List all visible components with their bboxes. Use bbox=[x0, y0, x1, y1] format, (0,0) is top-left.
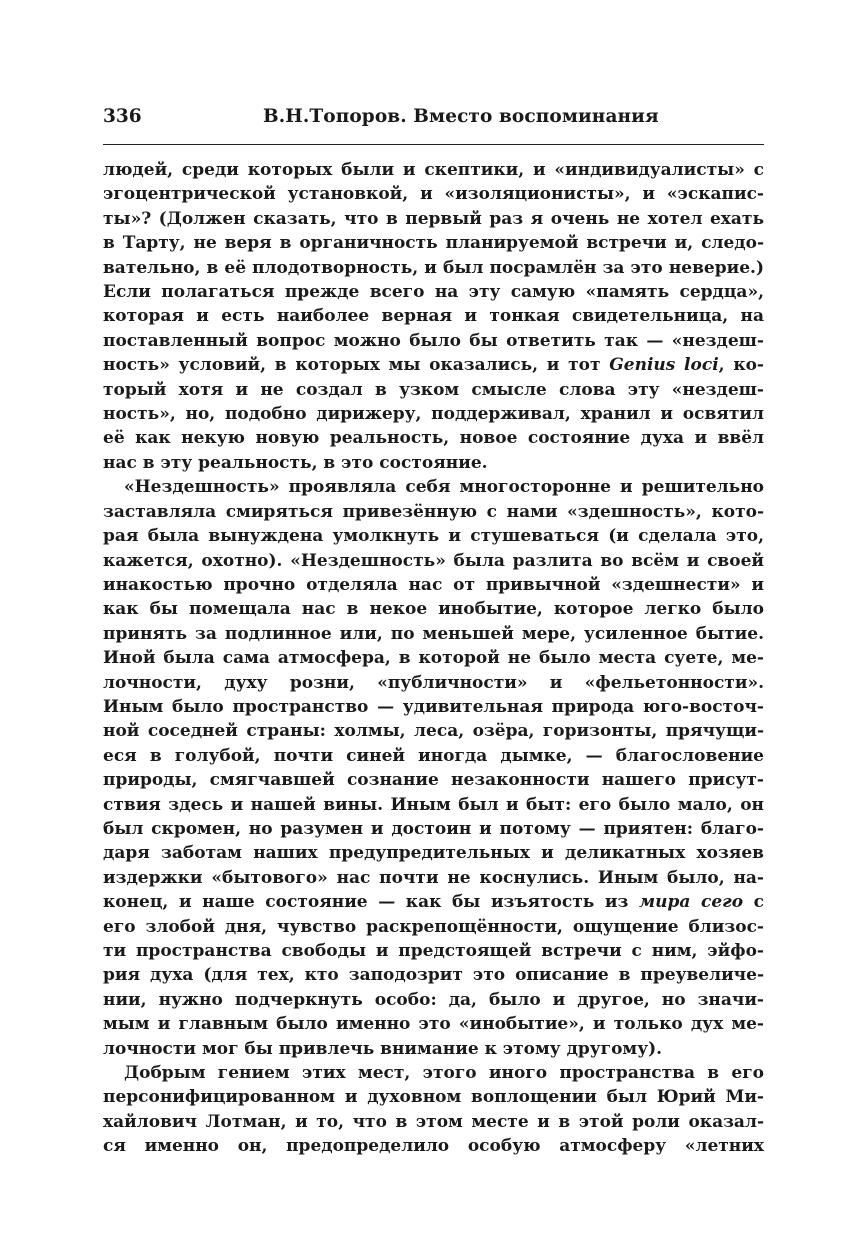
running-head bbox=[103, 100, 764, 134]
text-line: ной соседней страны: холмы, леса, озёра, горизонты, прячущи- bbox=[103, 721, 764, 742]
text-line: рая была вынуждена умолкнуть и стушеваться (и сделала это, bbox=[103, 526, 764, 547]
text-line: эгоцентрической установкой, и «изоляционисты», и «эскапис- bbox=[103, 184, 764, 205]
text-line: кажется, охотно). «Нездешность» была разлита во всём и своей bbox=[103, 550, 764, 571]
text-line: ся именно он, предопределило особую атмосферу «летних bbox=[103, 1136, 764, 1157]
text-line: Иным было пространство — удивительная природа юго-восточ- bbox=[103, 696, 764, 717]
text-line: вательно, в её плодотворность, и был посрамлён за это неверие.) bbox=[103, 257, 764, 278]
paragraph-3 bbox=[103, 1061, 764, 1159]
text-line: как бы помещала нас в некое инобытие, которое легко было bbox=[103, 599, 764, 620]
italic-phrase: Genius loci bbox=[609, 355, 719, 376]
text-line: ты»? (Должен сказать, что в первый раз я очень не хотел ехать bbox=[103, 208, 764, 229]
text-line: заставляла смиряться привезённую с нами «здешность», кото- bbox=[103, 501, 764, 522]
text-line: Если полагаться прежде всего на эту самую «память сердца», bbox=[103, 282, 764, 303]
text-line: природы, смягчавшей сознание незаконности нашего присут- bbox=[103, 770, 764, 791]
header-rule bbox=[103, 144, 764, 145]
text-line: поставленный вопрос можно было бы ответить так — «нездеш- bbox=[103, 330, 764, 351]
text-line: ствия здесь и нашей вины. Иным был и быт: его было мало, он bbox=[103, 794, 764, 815]
text-line: нас в эту реальность, в это состояние. bbox=[103, 452, 488, 473]
text-line: торый хотя и не создал в узком смысле слова эту «нездеш- bbox=[103, 379, 764, 400]
text-line: лочности мог бы привлечь внимание к этому другому). bbox=[103, 1038, 663, 1059]
text-line: людей, среди которых были и скептики, и «индивидуалисты» с bbox=[103, 160, 764, 180]
text-line: которая и есть наиболее верная и тонкая свидетельница, на bbox=[103, 306, 764, 327]
book-page bbox=[103, 100, 764, 1159]
text-line: лочности, духу розни, «публичности» и «фельетонности». bbox=[103, 672, 764, 693]
text-line: еся в голубой, почти синей иногда дымке, — благословение bbox=[103, 745, 764, 766]
text-line: издержки «бытового» нас почти не коснулись. Иным было, на- bbox=[103, 867, 764, 888]
text-line: нии, нужно подчеркнуть особо: да, было и другое, но значи- bbox=[103, 989, 764, 1010]
running-title: В.Н.Топоров. Вместо воспоминания bbox=[263, 106, 659, 127]
paragraph-1 bbox=[103, 158, 764, 475]
text-line: ти пространства свободы и предстоящей встречи с ним, эйфо- bbox=[103, 941, 764, 961]
text-line: ность», но, подобно дирижеру, поддерживал, хранил и освятил bbox=[103, 404, 764, 425]
text-line: мым и главным было именно это «инобытие», и только дух ме- bbox=[103, 1014, 764, 1035]
text-line: даря заботам наших предупредительных и деликатных хозяев bbox=[103, 843, 764, 864]
text-line: персонифицированном и духовном воплощении был Юрий Ми- bbox=[103, 1087, 764, 1108]
text-line: «Нездешность» проявляла себя многосторонне и решительно bbox=[124, 477, 764, 498]
text-line: был скромен, но разумен и достоин и потому — приятен: благо- bbox=[103, 818, 764, 839]
italic-phrase: мира сего bbox=[638, 892, 744, 913]
text-line: ность» условий, в которых мы оказались, и тот Genius loci, ко- bbox=[103, 355, 764, 376]
text-line: рия духа (для тех, кто заподозрит это описание в преувеличе- bbox=[103, 965, 764, 986]
page-number: 336 bbox=[103, 106, 142, 127]
text-line: Добрым гением этих мест, этого иного пространства в его bbox=[124, 1063, 764, 1084]
text-line: её как некую новую реальность, новое состояние духа и ввёл bbox=[103, 428, 764, 449]
paragraph-2 bbox=[103, 475, 764, 1061]
text-line: конец, и наше состояние — как бы изъятость из мира сего с bbox=[103, 892, 764, 913]
text-line: инакостью прочно отделяла нас от привычной «здешнести» и bbox=[103, 574, 764, 595]
text-line: Иной была сама атмосфера, в которой не было места суете, ме- bbox=[103, 648, 764, 669]
text-line: его злобой дня, чувство раскрепощённости, ощущение близос- bbox=[103, 916, 764, 937]
text-line: в Тарту, не веря в органичность планируемой встречи и, следо- bbox=[103, 233, 764, 254]
text-line: принять за подлинное или, по меньшей мере, усиленное бытие. bbox=[103, 623, 764, 644]
text-line: хайлович Лотман, и то, что в этом месте и в этой роли оказал- bbox=[103, 1111, 764, 1132]
